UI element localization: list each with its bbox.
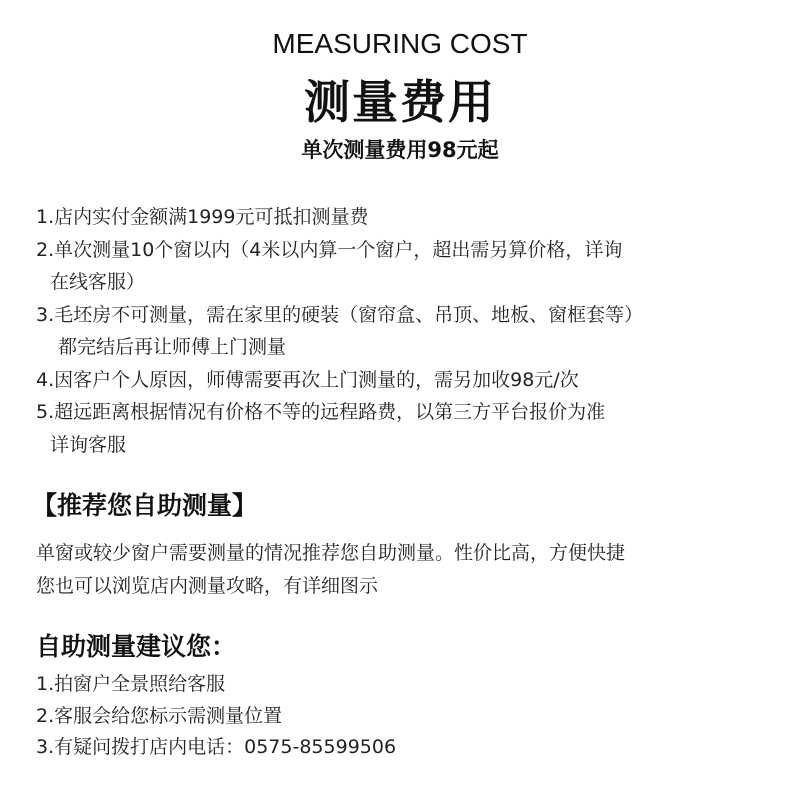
- rule-line: 4.因客户个人原因，师傅需要再次上门测量的，需另加收98元/次: [36, 368, 579, 391]
- rule-line: 1.店内实付金额满1999元可抵扣测量费: [36, 206, 369, 228]
- advice-item: 2.客服会给您标示需测量位置: [36, 704, 283, 727]
- page-subtitle: 单次测量费用98元起: [301, 138, 499, 162]
- recommend-body: [36, 537, 776, 603]
- english-title: MEASURING COST: [272, 28, 528, 59]
- rule-line: 5.超远距离根据情况有价格不等的远程路费，以第三方平台报价为准: [36, 401, 606, 423]
- advice-item: 1.拍窗户全景照给客服: [36, 673, 226, 695]
- recommend-line: 您也可以浏览店内测量攻略，有详细图示: [36, 575, 379, 597]
- rule-line: 详询客服: [50, 433, 127, 456]
- rules-list: [36, 201, 776, 461]
- advice-list: [36, 669, 776, 764]
- rule-line: 2.单次测量10个窗以内（4米以内算一个窗户，超出需另算价格，详询: [36, 238, 623, 261]
- rule-line: 都完结后再让师傅上门测量: [58, 336, 287, 358]
- page-title: 测量费用: [304, 75, 496, 129]
- recommend-heading: 【推荐您自助测量】: [32, 491, 258, 520]
- recommend-line: 单窗或较少窗户需要测量的情况推荐您自助测量。性价比高，方便快捷: [36, 542, 626, 564]
- rule-line: 在线客服）: [50, 271, 146, 293]
- advice-heading: 自助测量建议您：: [36, 632, 237, 661]
- advice-item: 3.有疑问拨打店内电话：0575-85599506: [36, 736, 397, 758]
- rule-line: 3.毛坯房不可测量，需在家里的硬装（窗帘盒、吊顶、地板、窗框套等）: [36, 303, 644, 326]
